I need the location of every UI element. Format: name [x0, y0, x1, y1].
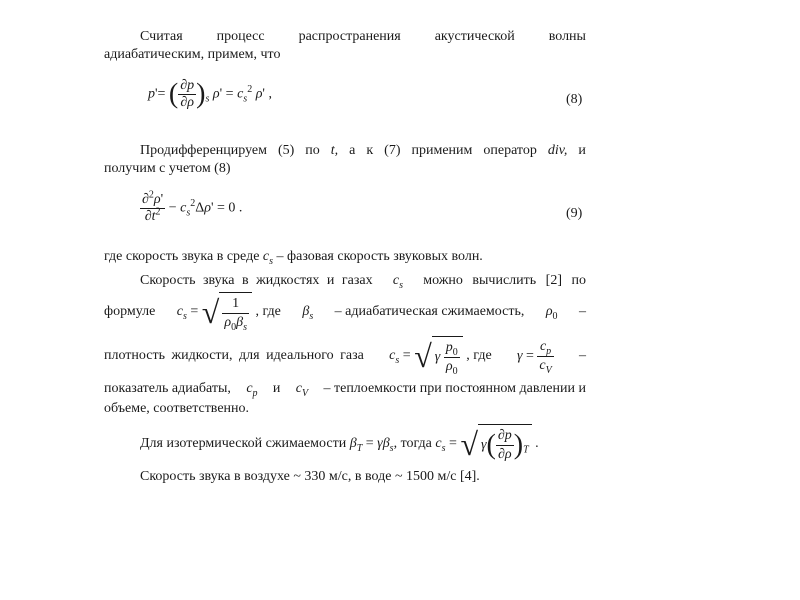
- word: распространения: [298, 29, 401, 44]
- equation-9: $\frac{\partial^2\rho'}{\partial t^2}$ − $c_s^2\Delta\rho' = 0$ .: [142, 189, 243, 224]
- paragraph-1-line-2: адиабатическим, примем, что: [104, 47, 281, 62]
- equation-8-number: (8): [566, 92, 583, 107]
- paragraph-4-line-5: объеме, соответственно.: [104, 401, 250, 416]
- text-span: , где: [255, 304, 281, 320]
- word: (7): [384, 143, 401, 158]
- word: (5): [277, 143, 295, 158]
- paragraph-5: Для изотермической сжимаемости $\beta_T$ = $\gamma\beta_s$ , тогда $c_s$ = √ γ( $\frac{\partial p}{\partial\rho}$ )$_T$ .: [140, 426, 539, 462]
- paragraph-2-line-2: получим с учетом (8): [104, 161, 231, 176]
- text-span: показатель адиабаты,: [104, 381, 231, 396]
- word: процесс: [216, 29, 265, 44]
- word: t,: [330, 143, 339, 158]
- text-span: Скорость звука в жидкостях и газах: [140, 273, 373, 288]
- text-span: , где: [466, 348, 492, 364]
- text-span: и: [272, 381, 281, 396]
- text-span: – теплоемкости при постоянном давлении и: [323, 381, 586, 396]
- equation-8: p'= ( $\frac{\partial p}{\partial\rho}$ )$_s$ $\rho' = c_s^2$ ρ' ,: [148, 78, 272, 110]
- word: div,: [547, 143, 568, 158]
- word: по: [305, 143, 320, 158]
- paragraph-4-line-2: формуле $c_s$ = √ $\frac{1}{\rho_0\beta_s}$ , где $\beta_s$ – адиабатическая сжимаемость, $\rho_0$ –: [104, 294, 586, 333]
- text-span: , тогда: [393, 436, 432, 451]
- paragraph-4-line-1: Скорость звука в жидкостях и газах $c_s$ можно вычислить [2] по: [140, 273, 586, 291]
- word: Считая: [140, 29, 183, 44]
- text-span: – адиабатическая сжимаемость,: [334, 304, 525, 319]
- paragraph-4-line-3: плотность жидкости, для идеального газа $c_s$ = √ γ $\frac{p_0}{\rho_0}$ , где γ = $\frac{c_p}{c_V}$ –: [104, 338, 586, 377]
- text-span: формуле: [104, 304, 156, 319]
- paragraph-3: где скорость звука в среде $c_s$ – фазовая скорость звуковых волн.: [104, 249, 483, 267]
- word: применим: [411, 143, 473, 158]
- text-span: Для изотермической сжимаемости: [140, 436, 347, 451]
- text-span: где скорость звука в среде: [104, 249, 260, 264]
- paragraph-4-line-4: показатель адиабаты, $c_p$ и $c_V$ – теплоемкости при постоянном давлении и: [104, 381, 586, 399]
- text-span: – фазовая скорость звуковых волн.: [276, 249, 483, 264]
- text-span: можно вычислить [2] по: [423, 273, 586, 288]
- paragraph-1-line-1: [140, 28, 586, 46]
- word: волны: [548, 29, 586, 44]
- word: акустической: [434, 29, 515, 44]
- word: а: [349, 143, 356, 158]
- word: Продифференцируем: [140, 143, 267, 158]
- equation-9-number: (9): [566, 206, 583, 221]
- paragraph-2-line-1: [140, 142, 586, 160]
- word: к: [366, 143, 374, 158]
- word: и: [578, 143, 586, 158]
- paragraph-6: Скорость звука в воздухе ~ 330 м/с, в воде ~ 1500 м/с [4].: [140, 469, 480, 484]
- text-span: плотность жидкости, для идеального газа: [104, 348, 364, 363]
- word: оператор: [483, 143, 537, 158]
